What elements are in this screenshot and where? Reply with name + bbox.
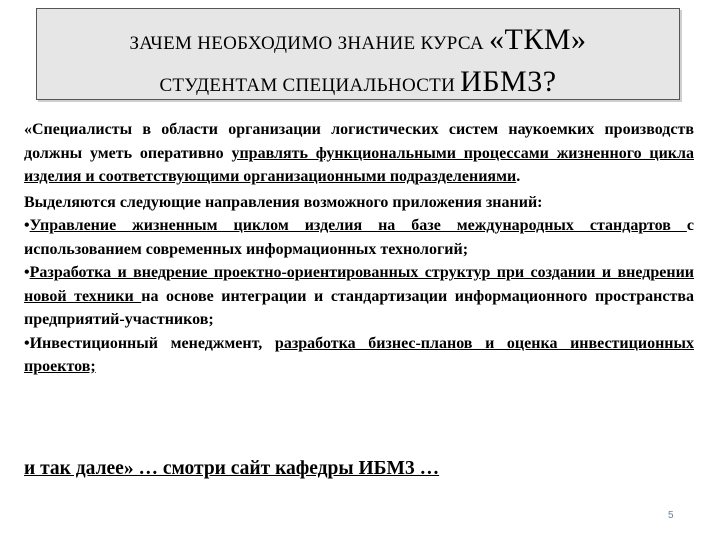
title-line-1-text: ЗАЧЕМ НЕОБХОДИМО ЗНАНИЕ КУРСА — [129, 33, 489, 54]
final-line: и так далее» … смотри сайт кафедры ИБМ3 … — [24, 458, 440, 479]
direction-1-underlined: Управление жизненным циклом изделия на базе международных стандартов — [29, 217, 687, 234]
bullet-1: • — [24, 217, 30, 234]
title-line-1 — [37, 23, 679, 57]
direction-1-plain: с использованием современных информационных технологий; — [24, 217, 694, 258]
quote-end: . — [516, 168, 521, 185]
title-specialty-code: ИБМ3? — [460, 65, 557, 98]
quote-underlined-text: управлять функциональными процессами жизненного цикла изделия и соответствующими организационными подразделениями — [24, 144, 695, 185]
title-course-name: «ТКМ» — [489, 23, 587, 56]
direction-item-2 — [24, 261, 694, 332]
direction-item-3 — [24, 332, 694, 379]
quote-paragraph — [24, 118, 694, 189]
bullet-2: • — [24, 264, 30, 281]
direction-3-plain: •Инвестиционный менеджмент, — [24, 334, 275, 352]
title-line-2 — [37, 65, 679, 99]
direction-3-underlined: разработка бизнес-планов и оценка инвестиционных проектов; — [24, 334, 694, 375]
direction-2-plain: на основе интеграции и стандартизации информационного пространства предприятий-участников; — [24, 287, 694, 328]
direction-2-underlined: Разработка и внедрение проектно-ориентированных структур при создании и внедрении новой техники — [24, 264, 694, 305]
quote-plain-text: «Специалисты в области организации логистических систем наукоемких производств должны уметь оперативно — [24, 121, 694, 162]
page-number: 5 — [668, 510, 674, 521]
directions-intro: Выделяются следующие направления возможного приложения знаний: — [24, 193, 543, 211]
title-line-2-text: СТУДЕНТАМ СПЕЦИАЛЬНОСТИ — [159, 75, 461, 96]
body-text — [24, 118, 694, 379]
title-box — [36, 8, 680, 100]
direction-item-1 — [24, 214, 694, 261]
